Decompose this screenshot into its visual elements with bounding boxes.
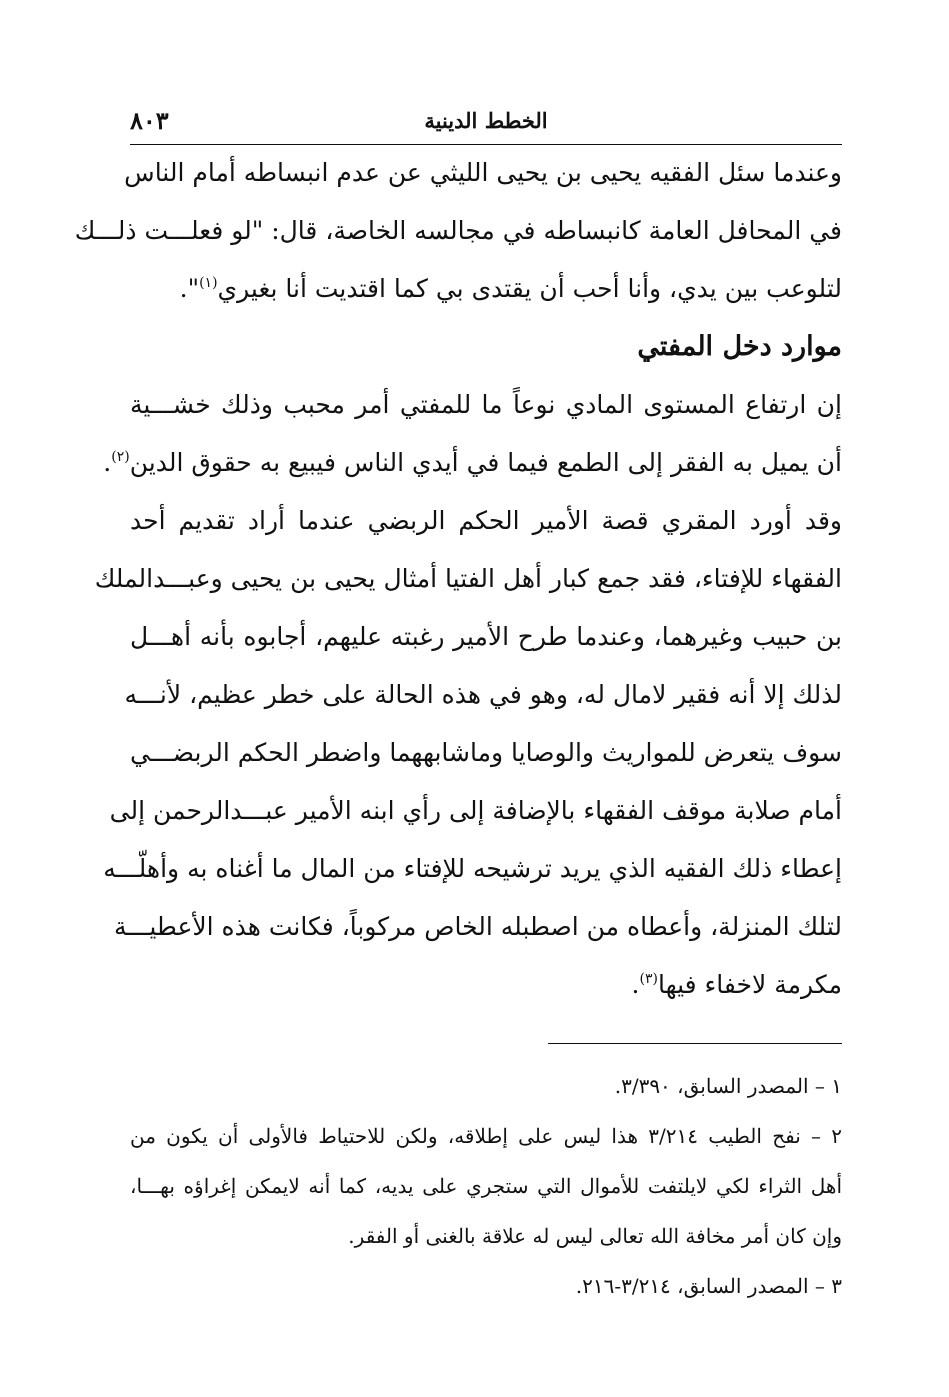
footnote-ref-2: (٢) — [111, 449, 130, 465]
footnote-2-line: ٢ – نفح الطيب ٣/٢١٤ هذا ليس على إطلاقه، ولكن للاحتياط فالأولى أن يكون من — [130, 1124, 842, 1148]
footnote-separator — [548, 1043, 842, 1044]
footnote-ref-1: (١) — [199, 275, 218, 291]
quote-close: ". — [179, 274, 200, 303]
text-line: الفقهاء للإفتاء، فقد جمع كبار أهل الفتيا أمثال يحيى بن يحيى وعبـــدالملك — [94, 564, 842, 593]
text-line: وقد أورد المقري قصة الأمير الحكم الربضي عندما أراد تقديم أحد — [130, 506, 842, 535]
section-heading: موارد دخل المفتي — [637, 331, 842, 362]
text-line — [130, 956, 842, 1014]
text-line: سوف يتعرض للمواريث والوصايا وماشابههما واضطر الحكم الربضـــي — [130, 738, 842, 767]
text-line: إعطاء ذلك الفقيه الذي يريد ترشيحه للإفتاء من المال ما أغناه به وأهلّـــه — [103, 854, 842, 883]
footnote-2-line: وإن كان أمر مخافة الله تعالى ليس له علاقة بالغنى أو الفقر. — [348, 1224, 842, 1248]
footnote-1: ١ – المصدر السابق، ٣/٣٩٠. — [614, 1074, 842, 1098]
text-line-content: لتلوعب بين يدي، وأنا أحب أن يقتدى بي كما اقتديت أنا بغيري — [217, 274, 842, 303]
text-line-content: مكرمة لاخفاء فيها — [657, 970, 842, 999]
text-line — [130, 260, 842, 318]
running-title: الخطط الدينية — [424, 108, 548, 133]
main-text — [74, 144, 842, 1014]
text-line: لذلك إلا أنه فقير لامال له، وهو في هذه الحالة على خطر عظيم، لأنـــه — [124, 680, 842, 709]
page-number: ٨٠٣ — [130, 106, 169, 135]
page-header — [130, 104, 842, 145]
text-line: بن حبيب وغيرهما، وعندما طرح الأمير رغبته عليهم، أجابوه بأنه أهـــل — [130, 622, 842, 651]
footnote-3: ٣ – المصدر السابق، ٣/٢١٤-٢١٦. — [575, 1274, 842, 1298]
text-line-content: أن يميل به الفقر إلى الطمع فيما في أيدي الناس فيبيع به حقوق الدين — [129, 448, 842, 477]
text-line: في المحافل العامة كانبساطه في مجالسه الخاصة، قال: "لو فعلـــت ذلـــك — [74, 216, 842, 245]
footnote-2-line: أهل الثراء لكي لايلتفت للأموال التي ستجري على يديه، كما أنه لايمكن إغراؤه بهـــا، — [130, 1174, 842, 1198]
text-line: أمام صلابة موقف الفقهاء بالإضافة إلى رأي ابنه الأمير عبـــدالرحمن إلى — [109, 796, 842, 825]
period: . — [103, 448, 112, 477]
text-line: إن ارتفاع المستوى المادي نوعاً ما للمفتي أمر محبب وذلك خشـــية — [130, 390, 842, 419]
text-line: لتلك المنزلة، وأعطاه من اصطبله الخاص مركوباً، فكانت هذه الأعطيـــة — [114, 912, 842, 941]
footnotes — [130, 1061, 842, 1311]
footnote-ref-3: (٣) — [639, 971, 658, 987]
text-line — [103, 434, 842, 492]
period: . — [631, 970, 640, 999]
text-line: وعندما سئل الفقيه يحيى بن يحيى الليثي عن عدم انبساطه أمام الناس — [124, 158, 842, 187]
